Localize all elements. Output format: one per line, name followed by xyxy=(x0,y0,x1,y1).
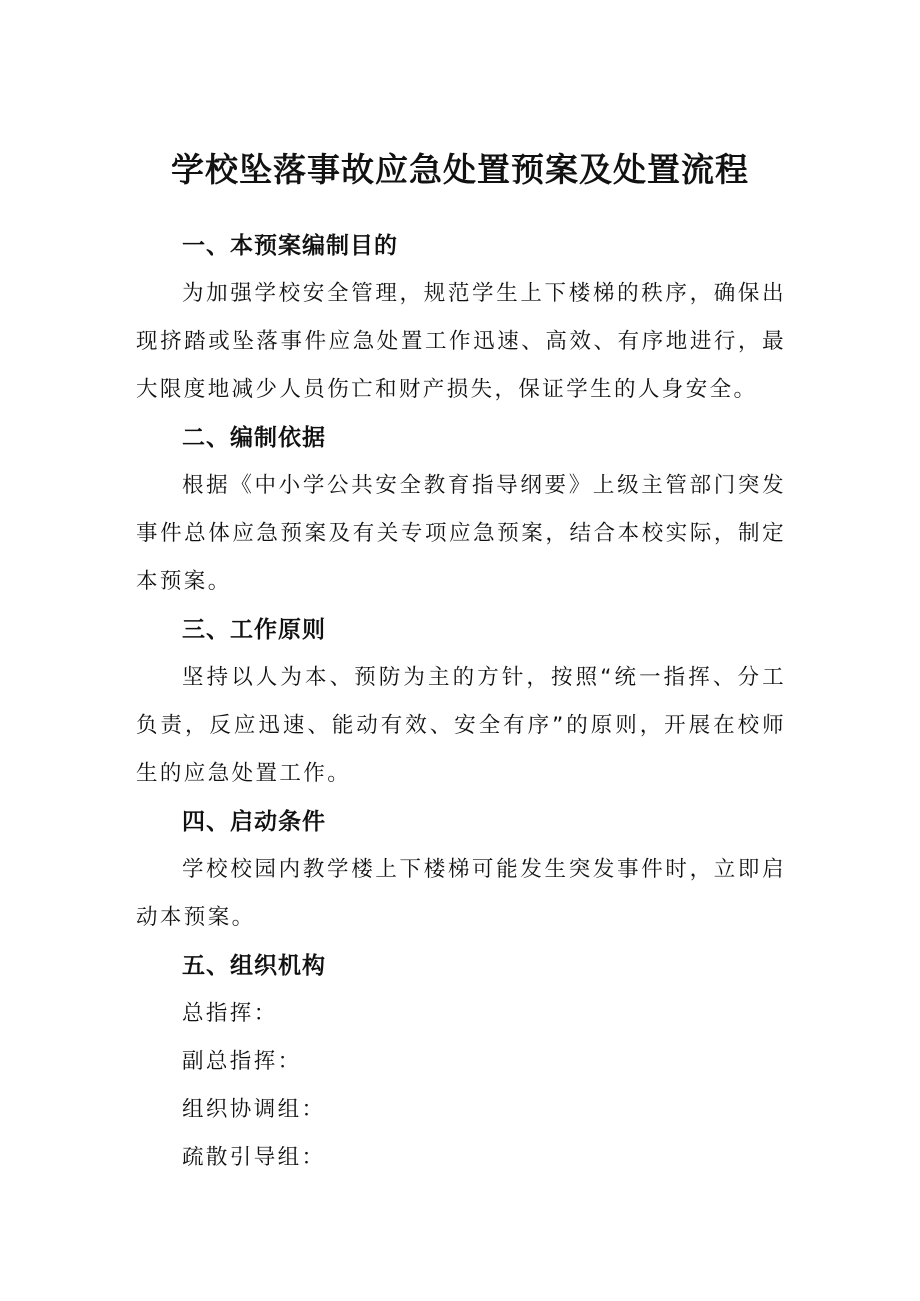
role-commander: 总指挥： xyxy=(182,1001,278,1026)
section-paragraph: 坚持以人为本、预防为主的方针，按照“统一指挥、分工负责，反应迅速、能动有效、安全有序”的原则，开展在校师生的应急处置工作。 xyxy=(136,665,786,786)
section-purpose xyxy=(136,222,786,414)
section-paragraph: 为加强学校安全管理，规范学生上下楼梯的秩序，确保出现挤踏或坠落事件应急处置工作迅速、高效、有序地进行，最大限度地减少人员伤亡和财产损失，保证学生的人身安全。 xyxy=(136,281,786,402)
section-paragraph: 根据《中小学公共安全教育指导纲要》上级主管部门突发事件总体应急预案及有关专项应急预案，结合本校实际，制定本预案。 xyxy=(136,473,786,594)
role-evacuation-group: 疏散引导组： xyxy=(182,1145,326,1170)
section-paragraph: 学校校园内教学楼上下楼梯可能发生突发事件时，立即启动本预案。 xyxy=(136,857,786,930)
section-heading: 一、本预案编制目的 xyxy=(182,233,398,259)
section-heading: 二、编制依据 xyxy=(182,425,326,451)
document-title: 学校坠落事故应急处置预案及处置流程 xyxy=(171,150,749,189)
section-activation xyxy=(136,798,786,942)
role-deputy-commander: 副总指挥： xyxy=(182,1049,302,1074)
section-basis xyxy=(136,414,786,606)
role-coordination-group: 组织协调组： xyxy=(182,1097,326,1122)
section-principles xyxy=(136,606,786,798)
section-organization xyxy=(136,942,786,1182)
section-heading: 三、工作原则 xyxy=(182,617,326,643)
section-heading: 四、启动条件 xyxy=(182,809,326,835)
section-heading: 五、组织机构 xyxy=(182,953,326,979)
